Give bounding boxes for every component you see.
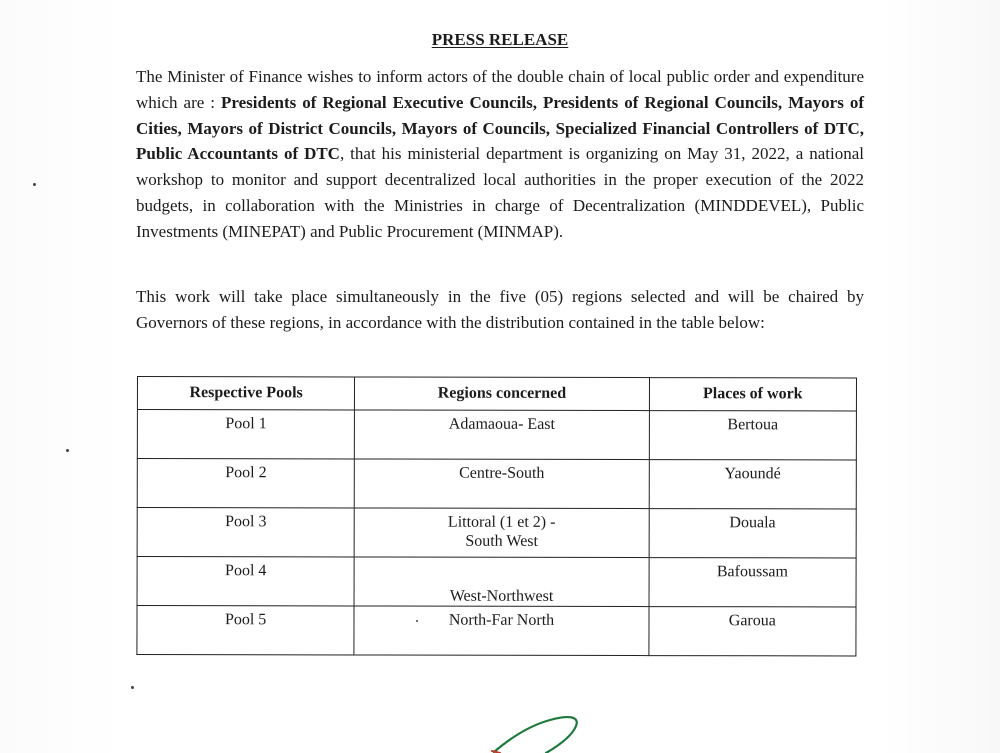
table-row: [137, 606, 856, 657]
region-text: North-Far North: [448, 611, 555, 629]
scan-speck: [33, 183, 36, 186]
scan-speck: [131, 686, 134, 689]
pool-cell: Pool 5: [137, 606, 354, 655]
region-cell: [354, 557, 649, 607]
header-regions-concerned: Regions concerned: [355, 377, 649, 411]
intro-text: The Minister of Finance wishes to inform actors of the double chain of local public order and expenditure which are :: [136, 67, 864, 112]
pool-cell: Pool 1: [137, 410, 354, 459]
table-row: [137, 557, 856, 608]
place-cell: Garoua: [649, 607, 856, 656]
header-respective-pools: Respective Pools: [137, 377, 354, 410]
table-row: [137, 459, 856, 510]
place-cell: Bafoussam: [649, 558, 856, 607]
table-row: [137, 508, 856, 559]
pool-cell: Pool 2: [137, 459, 354, 508]
press-release-title: PRESS RELEASE: [431, 30, 569, 49]
region-text: Centre-South: [459, 464, 545, 482]
region-text-line2: South West: [465, 532, 539, 550]
signature-mark: [488, 712, 598, 753]
header-places-of-work: Places of work: [649, 378, 856, 411]
region-cell: [355, 459, 650, 509]
table-header-row: [137, 377, 856, 412]
table-row: [137, 410, 856, 461]
region-text: West-Northwest: [449, 587, 554, 605]
pool-cell: Pool 3: [137, 508, 354, 557]
intro-rest-text: , that his ministerial department is organizing on May 31, 2022, a national workshop to monitor and support decentralized local authorities in the proper execution of the 2022 budgets, in collaboration with the Ministries in charge of Decentralization (MINDDEVEL), Public Investments (MINEPAT) and Public Procurement (MINMAP).: [136, 144, 864, 241]
region-cell: [354, 508, 649, 558]
region-text: Adamaoua- East: [448, 415, 556, 433]
region-cell: [355, 410, 650, 460]
schedule-paragraph: This work will take place simultaneously in the five (05) regions selected and will be chaired by Governors of these regions, in accordance with the distribution contained in the table below:: [136, 287, 864, 332]
region-text: Littoral (1 et 2) -: [447, 513, 556, 531]
scan-speck: [416, 620, 418, 622]
region-cell: [354, 606, 649, 656]
pool-cell: Pool 4: [137, 557, 354, 606]
place-cell: Bertoua: [649, 411, 856, 460]
recipients-list: Presidents of Regional Executive Councils, Presidents of Regional Councils, Mayors of Cities, Mayors of District Councils, Mayors of Councils, Specialized Financial Controllers of DTC, Public Accountants of DTC: [136, 92, 864, 164]
place-cell: Yaoundé: [649, 460, 856, 509]
pools-table: [136, 376, 857, 657]
intro-paragraph: [136, 64, 864, 245]
place-cell: Douala: [649, 509, 856, 558]
scan-speck: [66, 449, 69, 452]
